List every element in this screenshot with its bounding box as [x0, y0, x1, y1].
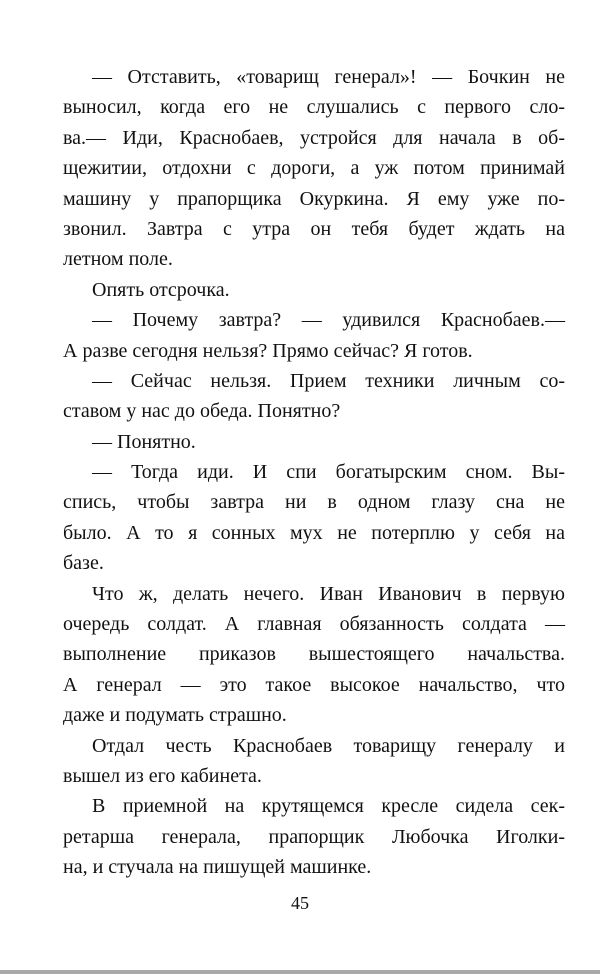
text-line: В приемной на крутящемся кресле сидела сек- — [92, 795, 565, 818]
text-line: на, и стучала на пишущей машинке. — [63, 856, 372, 879]
text-line: — Тогда иди. И спи богатырским сном. Вы- — [92, 461, 565, 484]
text-line: ва.— Иди, Краснобаев, устройся для начала в об- — [63, 126, 565, 149]
text-line: вышел из его кабинета. — [63, 764, 262, 787]
text-line: ставом у нас до обеда. Понятно? — [63, 400, 341, 423]
page-number: 45 — [291, 893, 309, 913]
text-line: машину у прапорщика Окуркина. Я ему уже по- — [63, 187, 565, 210]
text-line: летном поле. — [63, 248, 173, 271]
text-line: — Почему завтра? — удивился Краснобаев.— — [92, 309, 565, 332]
text-line: ретарша генерала, прапорщик Любочка Иголки- — [63, 825, 565, 848]
text-line: даже и подумать страшно. — [63, 704, 287, 727]
text-line: было. А то я сонных мух не потерплю у себя на — [63, 521, 565, 544]
text-line: — Понятно. — [92, 430, 196, 453]
text-line: Опять отсрочка. — [92, 278, 230, 301]
text-line: звонил. Завтра с утра он тебя будет ждать на — [63, 217, 565, 240]
body-text — [63, 62, 565, 883]
text-line: Что ж, делать нечего. Иван Иванович в первую — [92, 582, 565, 605]
text-line: А генерал — это такое высокое начальство, что — [63, 673, 565, 696]
text-line: выполнение приказов вышестоящего начальства. — [63, 643, 565, 666]
text-line: А разве сегодня нельзя? Прямо сейчас? Я готов. — [63, 339, 473, 362]
text-line: спись, чтобы завтра ни в одном глазу сна не — [63, 491, 565, 514]
page-bottom-edge — [0, 970, 600, 974]
text-line: выносил, когда его не слушались с первого сло- — [63, 96, 565, 119]
text-line: — Отставить, «товарищ генерал»! — Бочкин не — [92, 66, 565, 88]
text-line: Отдал честь Краснобаев товарищу генералу и — [92, 734, 565, 757]
text-line: очередь солдат. А главная обязанность солдата — — [63, 613, 565, 636]
text-line: щежитии, отдохни с дороги, а уж потом принимай — [63, 157, 565, 180]
text-line: — Сейчас нельзя. Прием техники личным со- — [92, 369, 565, 392]
text-line: базе. — [63, 552, 104, 575]
